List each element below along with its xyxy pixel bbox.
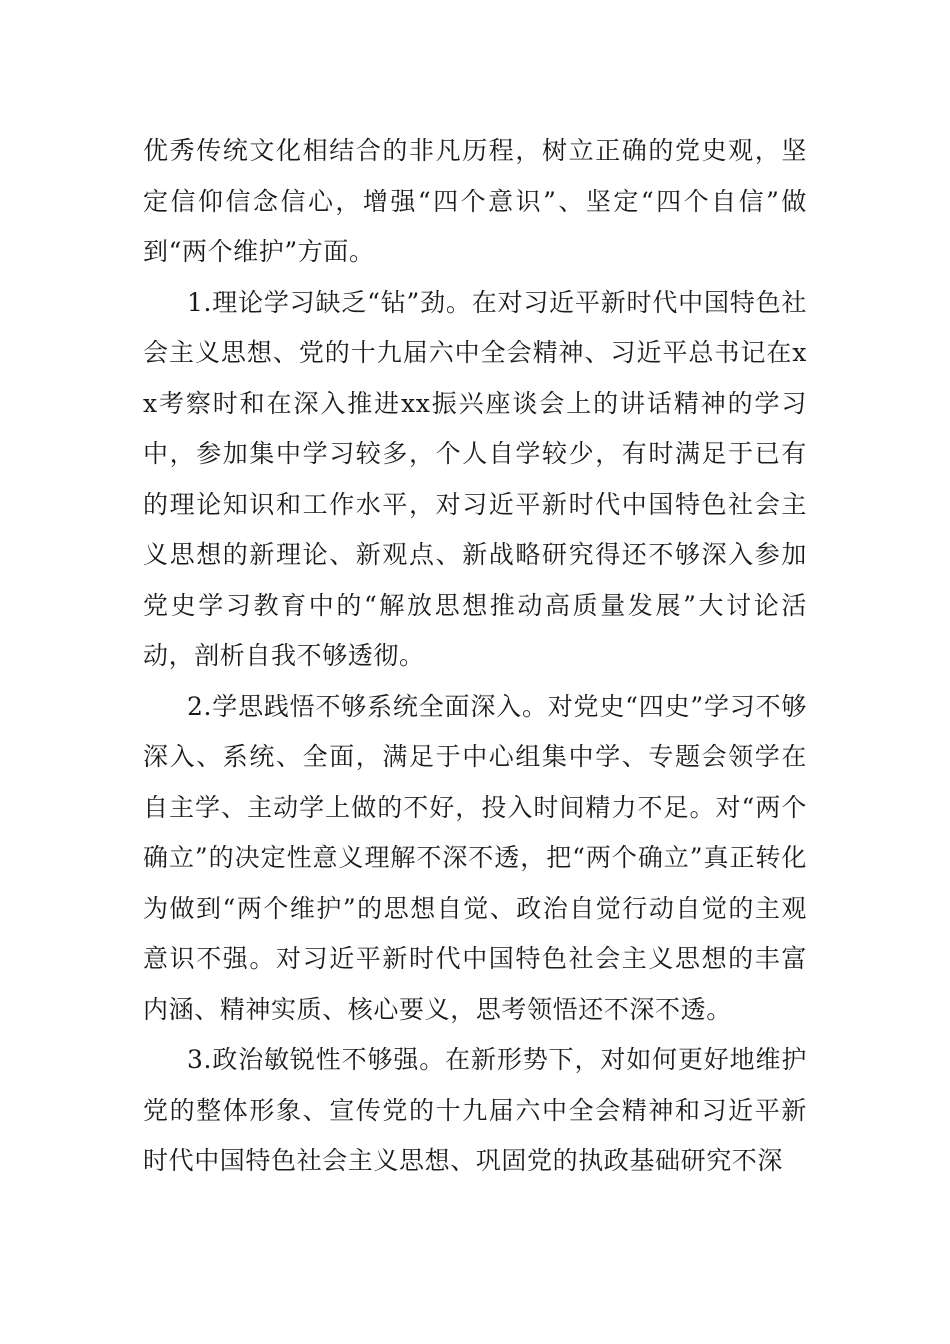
paragraph-item-3-political-sensitivity: 3.政治敏锐性不够强。在新形势下，对如何更好地维护党的整体形象、宣传党的十九届六中全会精神和习近平新时代中国特色社会主义思想、巩固党的执政基础研究不深 [143, 1045, 807, 1175]
paragraph-item-1-theory-study: 1.理论学习缺乏“钻”劲。在对习近平新时代中国特色社会主义思想、党的十九届六中全会精神、习近平总书记在xx考察时和在深入推进xx振兴座谈会上的讲话精神的学习中，参加集中学习较多，个人自学较少，有时满足于已有的理论知识和工作水平，对习近平新时代中国特色社会主义思想的新理论、新观点、新战略研究得还不够深入参加党史学习教育中的“解放思想推动高质量发展”大讨论活动，剖析自我不够透彻。 [143, 287, 807, 670]
paragraph-intro-continuation: 优秀传统文化相结合的非凡历程，树立正确的党史观，坚定信仰信念信心，增强“四个意识”、坚定“四个自信”做到“两个维护”方面。 [143, 136, 807, 266]
paragraph-item-2-learning-practice: 2.学思践悟不够系统全面深入。对党史“四史”学习不够深入、系统、全面，满足于中心组集中学、专题会领学在自主学、主动学上做的不好，投入时间精力不足。对“两个确立”的决定性意义理解不深不透，把“两个确立”真正转化为做到“两个维护”的思想自觉、政治自觉行动自觉的主观意识不强。对习近平新时代中国特色社会主义思想的丰富内涵、精神实质、核心要义，思考领悟还不深不透。 [143, 691, 807, 1024]
document-body [143, 126, 807, 1187]
